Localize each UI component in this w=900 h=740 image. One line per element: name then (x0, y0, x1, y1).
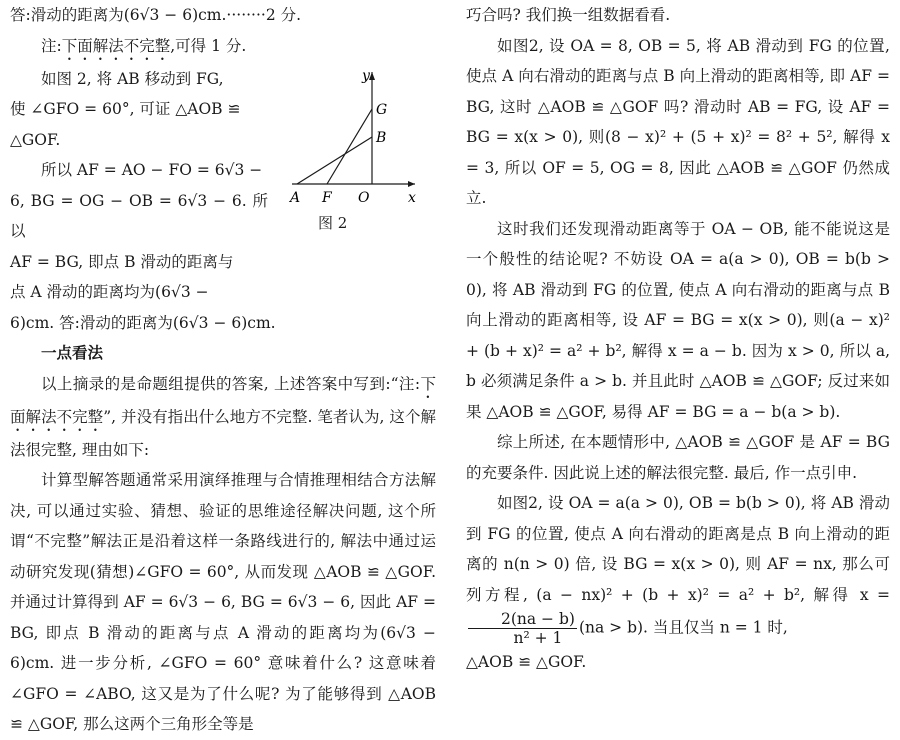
view-paragraph-2: 计算型解答题通常采用演绎推理与合情推理相结合方法解决, 可以通过实验、猜想、验证的思维途径解决问题, 这个所谓“不完整”解法正是沿着这样一条路线进行的, 解法中通过运动研究发现(猜想)∠GFO = 60°, 从而发现 △AOB ≌ △GOF. 并通过计算得到 AF = 6√3 − 6, BG = 6√3 − 6, 因此 AF = BG, 即点 B 滑动的距离与点 A 滑动的距离均为(6√3 − 6)cm. 进一步分析, ∠GFO = 60° 意味着什么? 这意味着 ∠GFO = ∠ABO, 这又是为了什么呢? 为了能够得到 △AOB ≌ △GOF, 那么这两个三角形全等是 (10, 471, 436, 733)
view-paragraph-1 (10, 369, 436, 466)
segment-fg (327, 109, 372, 184)
right-paragraph-3: 这时我们还发现滑动距离等于 OA − OB, 能不能说这是一个般性的结论呢? 不妨设 OA = a(a > 0), OB = b(b > 0), 将 AB 滑动到 FG 的位置, 使点 A 向右滑动的距离与点 B 向上滑动的距离相等, 设 AF = BG = x(x > 0), 则(a − x)² + (b + x)² = a² + b², 解得 x = a − b. 因为 x > 0, 所以 a, b 必须满足条件 a > b. 并且此时 △AOB ≌ △GOF; 反过来如果 △AOB ≌ △GOF, 易得 AF = BG = a − b(a > b). (466, 219, 890, 421)
para-figure-line-3: △GOF. (10, 130, 61, 149)
note-suffix: ,可得 1 分. (170, 36, 247, 55)
answer-line: 答:滑动的距离为(6√3 − 6)cm.········2 分. (10, 6, 302, 24)
fraction-numerator: 2(na − b) (468, 610, 577, 629)
right-paragraph-4: 综上所述, 在本题情形中, △AOB ≌ △GOF 是 AF = BG 的充要条件. 因此说上述的解法很完整. 最后, 作一点引申. (466, 433, 890, 482)
label-y: y (362, 68, 370, 84)
label-o: O (358, 190, 370, 206)
para-calc-line-5: 6)cm. 答:滑动的距离为(6√3 − 6)cm. (10, 313, 276, 332)
para-calc-line-2: 6, BG = OG − OB = 6√3 − 6. 所以 (10, 191, 268, 240)
label-x: x (408, 190, 416, 206)
figure-2-diagram (270, 62, 430, 238)
view-1-end: ”, 并没有指出什么地方不完整. 笔者认为, 这个解法很完整, 理由如下: (10, 407, 436, 459)
section-heading: 一点看法 (41, 344, 104, 362)
para-calc-line-4: 点 A 滑动的距离均为(6√3 − (10, 283, 209, 301)
x-axis-arrow (408, 181, 415, 187)
right-paragraph-2: 如图2, 设 OA = 8, OB = 5, 将 AB 滑动到 FG 的位置, 使点 A 向右滑动的距离与点 B 向上滑动的距离相等, 即 AF = BG, 这时 △AOB ≌ △GOF 吗? 滑动时 AB = FG, 设 AF = BG = x(x > 0), 则(8 − x)² + (5 + x)² = 8² + 5², 解得 x = 3, 所以 OF = 5, OG = 8, 因此 △AOB ≌ △GOF 仍然成立. (466, 36, 890, 207)
note-prefix: 注: (41, 36, 62, 55)
right-paragraph-6: △AOB ≌ △GOF. (466, 653, 587, 671)
right-paragraph-5-end: (na > b). 当且仅当 n = 1 时, (578, 618, 788, 637)
right-paragraph-5 (466, 488, 890, 647)
segment-ab (297, 137, 372, 184)
para-figure-line-1: 如图 2, 将 AB 移动到 FG, (41, 69, 224, 88)
note-dotted-text: 下面解法不完整 (61, 36, 171, 55)
para-calc-line-1: 所以 AF = AO − FO = 6√3 − (41, 161, 263, 179)
note-line (10, 31, 436, 64)
right-paragraph-1: 巧合吗? 我们换一组数据看看. (466, 6, 671, 24)
right-paragraph-5-text: 如图2, 设 OA = a(a > 0), OB = b(b > 0), 将 AB 滑动到 FG 的位置, 使点 A 向右滑动的距离是点 B 向上滑动的距离的 n(n > 0) 倍, 设 BG = x(x > 0), 则 AF = nx, 那么可列方程, (a − nx)² + (b + x)² = a² + b², 解得 x = (466, 494, 890, 604)
figure-wrapped-text (10, 64, 268, 308)
label-a: A (290, 190, 301, 206)
label-f: F (322, 190, 332, 206)
figure-caption: 图 2 (318, 214, 348, 232)
view-1-dotted-text: 下面解法不完整 (10, 374, 436, 426)
fraction-denominator: n² + 1 (513, 629, 563, 647)
label-g: G (376, 102, 388, 118)
right-column (466, 0, 890, 678)
label-b: B (376, 130, 387, 146)
solution-fraction (468, 610, 577, 647)
para-figure-line-2: 使 ∠GFO = 60°, 可证 △AOB ≌ (10, 100, 241, 118)
para-calc-line-3: AF = BG, 即点 B 滑动的距离与 (10, 252, 234, 271)
view-1-text: 以上摘录的是命题组提供的答案, 上述答案中写到:“注: (41, 374, 421, 393)
